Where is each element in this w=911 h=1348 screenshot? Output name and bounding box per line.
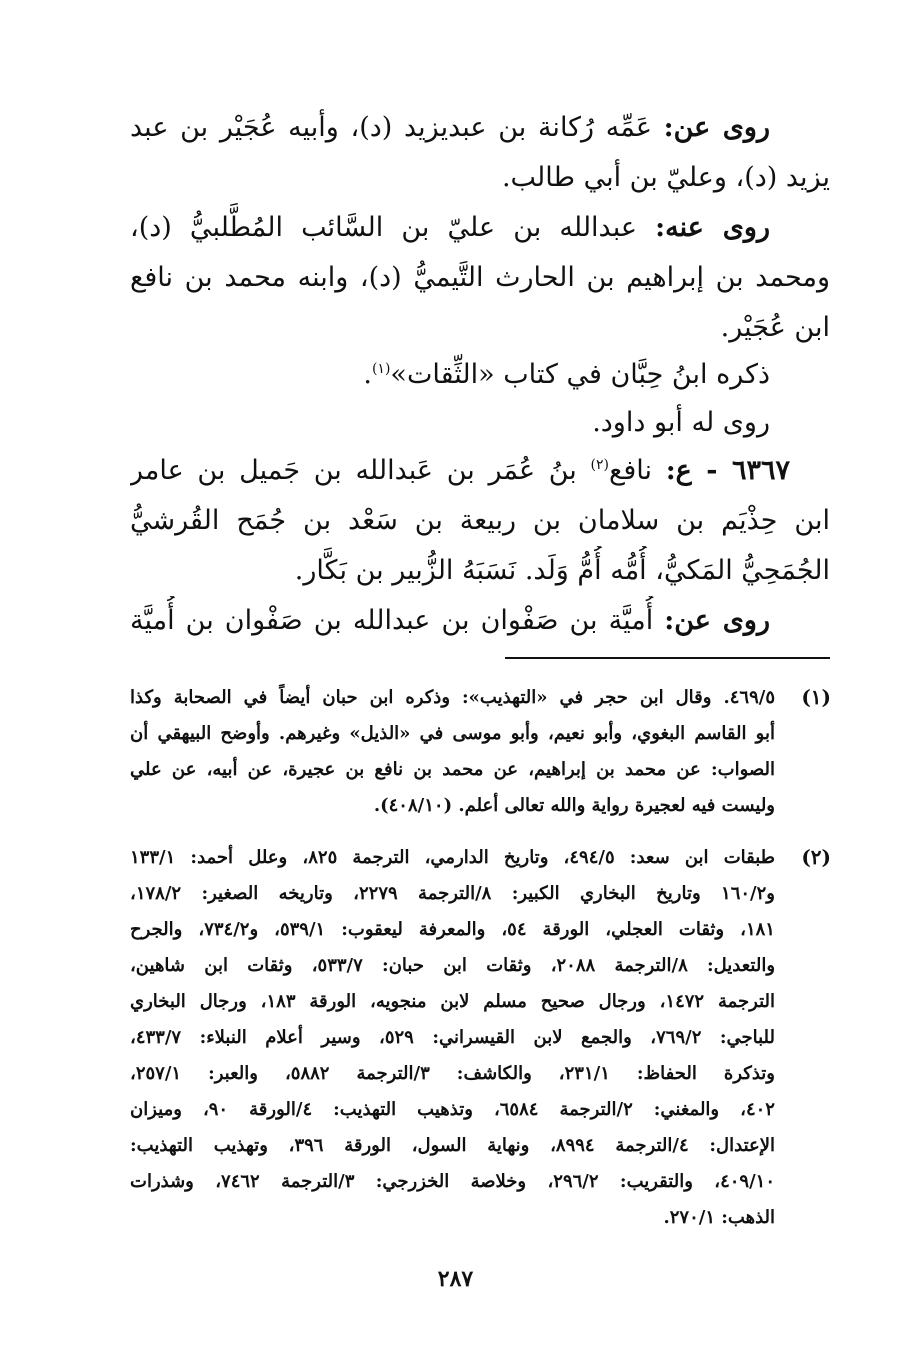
- footnote-line: الإعتدال: ٤/الترجمة ٨٩٩٤، ونهاية السول، الورقة ٣٩٦، وتهذيب التهذيب:: [130, 1135, 775, 1156]
- page-number: ٢٨٧: [437, 1266, 474, 1292]
- footnote-line: والتعديل: ٨/الترجمة ٢٠٨٨، وثقات ابن حبان: ٥٣٣/٧، وثقات ابن شاهين،: [130, 955, 775, 976]
- text-line: ابن عُجَيْر.: [720, 312, 830, 343]
- text-line: ومحمد بن إبراهيم بن الحارث التَّيميُّ (د)، وابنه محمد بن نافع: [130, 262, 830, 293]
- footnote-line: وليست فيه لعجيرة رواية والله تعالى أعلم. (٤٠٨/١٠).: [373, 795, 775, 816]
- footnote-line: ٤٦٩/٥. وقال ابن حجر في «التهذيب»: وذكره ابن حبان أيضاً في الصحابة وكذا: [130, 687, 775, 708]
- rawa-an-label: روى عن:: [664, 605, 770, 636]
- footnote-line: للباجي: ٧٦٩/٢، والجمع لابن القيسراني: ٥٢٩، وسير أعلام النبلاء: ٤٣٣/٧،: [130, 1027, 775, 1048]
- text-line: ابن حِذْيَم بن سلامان بن ربيعة بن سَعْد بن جُمَح القُرشيُّ: [130, 505, 830, 536]
- footnote-line: ٤٠٢، والمغني: ٢/الترجمة ٦٥٨٤، وتذهيب التهذيب: ٤/الورقة ٩٠، وميزان: [130, 1099, 775, 1120]
- footnote-line: وتذكرة الحفاظ: ٢٣١/١، والكاشف: ٣/الترجمة ٥٨٨٢، والعبر: ٢٥٧/١،: [130, 1063, 775, 1084]
- entry-heading-line: ٦٣٦٧ - ع: نافع$^{(٢)}$ بنُ عُمَر بن عَبدالله بن جَميل بن عامر: [130, 455, 790, 486]
- footnote-line: ٤٠٩/١٠، والتقريب: ٢٩٦/٢، وخلاصة الخزرجي: ٣/الترجمة ٧٤٦٢، وشذرات: [130, 1171, 775, 1192]
- footnote-ref: (١): [371, 361, 391, 377]
- text-line: روى عن: أُميَّة بن صَفْوان بن عبدالله بن صَفْوان بن أُميَّة: [130, 605, 770, 636]
- text-line: روى عن: عَمِّه رُكانة بن عبديزيد (د)، وأبيه عُجَيْر بن عبد: [130, 112, 770, 143]
- rawa-an-label: روى عن:: [663, 112, 770, 143]
- text-line: روى عنه: عبدالله بن عليّ بن السَّائب المُطَّلبيُّ (د)،: [130, 212, 770, 243]
- footnote-line: الصواب: عن محمد بن إبراهيم، عن محمد بن نافع بن عجيرة، عن أبيه، عن علي: [130, 759, 775, 780]
- footnote-line: طبقات ابن سعد: ٤٩٤/٥، وتاريخ الدارمي، الترجمة ٨٢٥، وعلل أحمد: ١٣٣/١: [130, 847, 775, 868]
- footnote-line: الترجمة ١٤٧٢، ورجال صحيح مسلم لابن منجويه، الورقة ١٨٣، ورجال البخاري: [130, 991, 775, 1012]
- text-line: روى له أبو داود.: [592, 407, 770, 438]
- rawa-anhu-label: روى عنه:: [655, 212, 770, 243]
- text-line: يزيد (د)، وعليّ بن أبي طالب.: [501, 162, 830, 193]
- footnote-line: و١٦٠/٢ وتاريخ البخاري الكبير: ٨/الترجمة ٢٢٧٩، وتاريخه الصغير: ١٧٨/٢،: [130, 883, 775, 904]
- footnote-line: ١٨١، وثقات العجلي، الورقة ٥٤، والمعرفة ليعقوب: ٥٣٩/١، و٧٣٤/٢، والجرح: [130, 919, 775, 940]
- entry-number: ٦٣٦٧ - ع:: [665, 455, 790, 486]
- footnote-marker: (١): [801, 685, 831, 709]
- footnote-line: أبو القاسم البغوي، وأبو نعيم، وأبو موسى في «الذيل» وغيرهم. وأوضح البيهقي أن: [130, 723, 775, 744]
- footnote-separator: [505, 657, 830, 659]
- footnote-ref: (٢): [590, 457, 609, 473]
- text-line: الجُمَحِيُّ المَكيُّ، أُمُّه أُمُّ وَلَد. نَسَبَهُ الزُّبير بن بَكَّار.: [294, 555, 830, 586]
- footnote-marker: (٢): [801, 845, 831, 869]
- text-line: ذكره ابنُ حِبَّان في كتاب «الثِّقات»$^{(١)}$.: [363, 359, 770, 390]
- footnote-line: الذهب: ٢٧٠/١.: [663, 1207, 775, 1228]
